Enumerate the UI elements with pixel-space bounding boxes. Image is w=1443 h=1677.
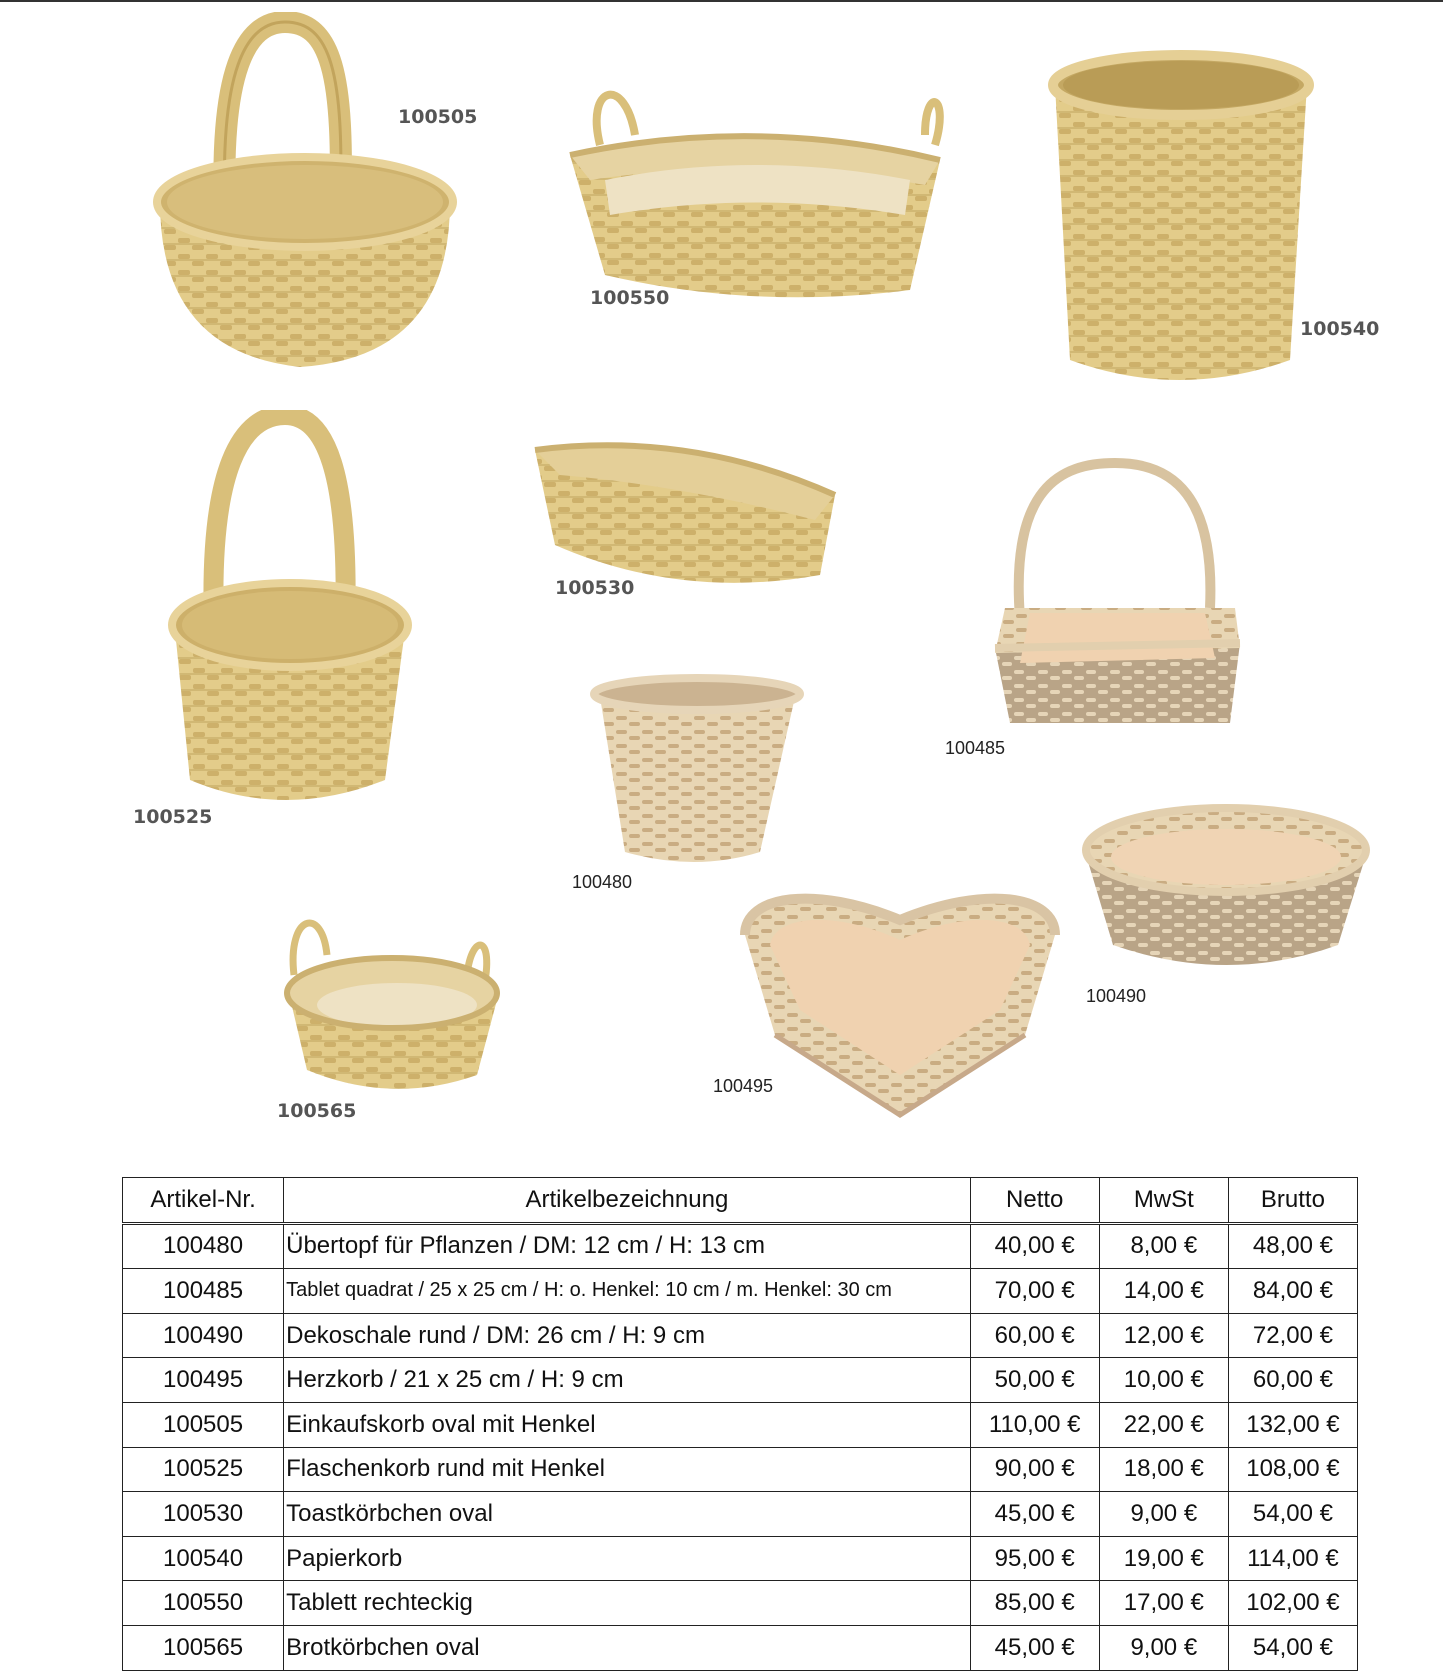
product-label-100540: 100540	[1300, 318, 1380, 340]
cell-netto: 50,00 €	[970, 1358, 1099, 1403]
cell-artikel-nr: 100480	[123, 1223, 284, 1269]
header-mwst: MwSt	[1099, 1178, 1228, 1224]
product-label-100480: 100480	[572, 872, 633, 892]
cell-brutto: 48,00 €	[1228, 1223, 1357, 1269]
product-label-100565: 100565	[277, 1100, 357, 1122]
basket-100525-image	[165, 410, 415, 820]
cell-mwst: 8,00 €	[1099, 1223, 1228, 1269]
basket-100490-image	[1078, 795, 1373, 975]
header-netto: Netto	[970, 1178, 1099, 1224]
cell-description: Herzkorb / 21 x 25 cm / H: 9 cm	[284, 1358, 971, 1403]
basket-100495-image	[735, 885, 1065, 1120]
product-label-100495: 100495	[713, 1076, 774, 1096]
table-row	[123, 1625, 1358, 1670]
cell-brutto: 72,00 €	[1228, 1313, 1357, 1358]
cell-artikel-nr: 100485	[123, 1269, 284, 1314]
table-row	[123, 1313, 1358, 1358]
cell-brutto: 108,00 €	[1228, 1447, 1357, 1492]
basket-100565-image	[282, 905, 502, 1100]
basket-100530-image	[530, 425, 840, 595]
header-artikelbezeichnung: Artikelbezeichnung	[284, 1178, 971, 1224]
cell-mwst: 10,00 €	[1099, 1358, 1228, 1403]
header-brutto: Brutto	[1228, 1178, 1357, 1224]
product-label-100550: 100550	[590, 287, 670, 309]
top-rule	[0, 0, 1443, 2]
cell-mwst: 22,00 €	[1099, 1402, 1228, 1447]
cell-brutto: 132,00 €	[1228, 1402, 1357, 1447]
cell-mwst: 17,00 €	[1099, 1581, 1228, 1626]
cell-brutto: 114,00 €	[1228, 1536, 1357, 1581]
cell-description: Toastkörbchen oval	[284, 1492, 971, 1537]
cell-netto: 40,00 €	[970, 1223, 1099, 1269]
cell-netto: 95,00 €	[970, 1536, 1099, 1581]
cell-description: Brotkörbchen oval	[284, 1625, 971, 1670]
cell-mwst: 12,00 €	[1099, 1313, 1228, 1358]
cell-netto: 45,00 €	[970, 1492, 1099, 1537]
cell-mwst: 19,00 €	[1099, 1536, 1228, 1581]
table-row	[123, 1402, 1358, 1447]
cell-artikel-nr: 100550	[123, 1581, 284, 1626]
basket-100480-image	[590, 672, 805, 867]
cell-mwst: 9,00 €	[1099, 1492, 1228, 1537]
header-artikel-nr: Artikel-Nr.	[123, 1178, 284, 1224]
cell-netto: 110,00 €	[970, 1402, 1099, 1447]
table-row	[123, 1447, 1358, 1492]
cell-mwst: 18,00 €	[1099, 1447, 1228, 1492]
cell-description: Übertopf für Pflanzen / DM: 12 cm / H: 13 cm	[284, 1223, 971, 1269]
table-header-row	[123, 1178, 1358, 1224]
table-row	[123, 1269, 1358, 1314]
table-row	[123, 1358, 1358, 1403]
cell-artikel-nr: 100505	[123, 1402, 284, 1447]
cell-netto: 70,00 €	[970, 1269, 1099, 1314]
cell-netto: 85,00 €	[970, 1581, 1099, 1626]
cell-artikel-nr: 100525	[123, 1447, 284, 1492]
product-label-100485: 100485	[945, 738, 1006, 758]
cell-netto: 90,00 €	[970, 1447, 1099, 1492]
cell-artikel-nr: 100530	[123, 1492, 284, 1537]
cell-mwst: 9,00 €	[1099, 1625, 1228, 1670]
cell-description: Flaschenkorb rund mit Henkel	[284, 1447, 971, 1492]
product-label-100505: 100505	[398, 106, 478, 128]
cell-brutto: 84,00 €	[1228, 1269, 1357, 1314]
product-label-100490: 100490	[1086, 986, 1147, 1006]
cell-mwst: 14,00 €	[1099, 1269, 1228, 1314]
product-label-100530: 100530	[555, 577, 635, 599]
cell-description: Tablet quadrat / 25 x 25 cm / H: o. Henkel: 10 cm / m. Henkel: 30 cm	[284, 1269, 971, 1314]
cell-description: Papierkorb	[284, 1536, 971, 1581]
price-table	[122, 1177, 1358, 1671]
basket-100550-image	[565, 75, 950, 315]
table-row	[123, 1581, 1358, 1626]
cell-description: Tablett rechteckig	[284, 1581, 971, 1626]
cell-artikel-nr: 100495	[123, 1358, 284, 1403]
cell-description: Dekoschale rund / DM: 26 cm / H: 9 cm	[284, 1313, 971, 1358]
cell-brutto: 60,00 €	[1228, 1358, 1357, 1403]
cell-artikel-nr: 100490	[123, 1313, 284, 1358]
table-row	[123, 1492, 1358, 1537]
product-label-100525: 100525	[133, 806, 213, 828]
cell-brutto: 102,00 €	[1228, 1581, 1357, 1626]
cell-description: Einkaufskorb oval mit Henkel	[284, 1402, 971, 1447]
cell-brutto: 54,00 €	[1228, 1625, 1357, 1670]
table-row	[123, 1536, 1358, 1581]
basket-100540-image	[1045, 40, 1320, 400]
cell-netto: 45,00 €	[970, 1625, 1099, 1670]
cell-brutto: 54,00 €	[1228, 1492, 1357, 1537]
cell-artikel-nr: 100540	[123, 1536, 284, 1581]
cell-artikel-nr: 100565	[123, 1625, 284, 1670]
basket-100505-image	[150, 12, 470, 372]
table-row	[123, 1223, 1358, 1269]
cell-netto: 60,00 €	[970, 1313, 1099, 1358]
basket-100485-image	[990, 458, 1250, 733]
